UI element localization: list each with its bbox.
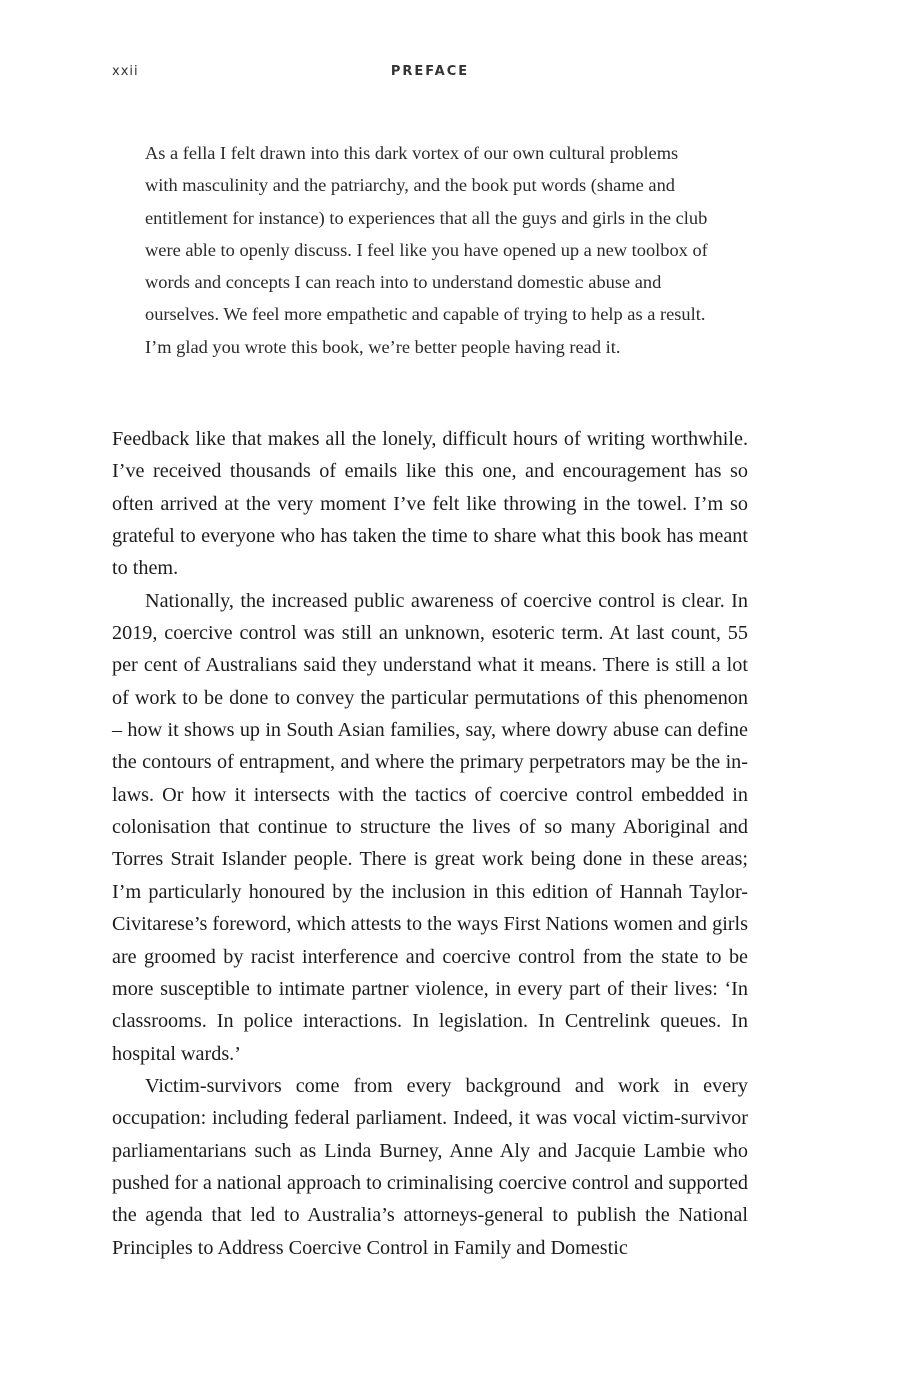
page-number: xxii: [112, 64, 139, 79]
paragraph: Victim-survivors come from every background and work in every occupation: including federal parliament. Indeed, it was vocal victim-survivor parliamentarians such as Linda Burney, Anne Aly and Jacquie Lambie who pushed for a national approach to criminalising coercive control and supported the agenda that led to Australia’s attorneys-general to publish the National Principles to Address Coercive Control in Family and Domestic: [112, 1074, 748, 1259]
block-quote: As a fella I felt drawn into this dark vortex of our own cultural problems with masculinity and the patriarchy, and the book put words (shame and entitlement for instance) to experiences that all the guys and girls in the club were able to openly discuss. I feel like you have opened up a new toolbox of words and concepts I can reach into to understand domestic abuse and ourselves. We feel more empathetic and capable of trying to help as a result. I’m glad you wrote this book, we’re better people having read it.: [145, 143, 708, 357]
page-header: [112, 64, 748, 88]
running-head: PREFACE: [390, 64, 470, 79]
paragraph: Feedback like that makes all the lonely, difficult hours of writing worthwhile. I’ve received thousands of emails like this one, and encouragement has so often arrived at the very moment I’ve felt like throwing in the towel. I’m so grateful to everyone who has taken the time to share what this book has meant to them.: [112, 428, 748, 580]
body-text: [112, 423, 748, 1264]
paragraph: Nationally, the increased public awareness of coercive control is clear. In 2019, coercive control was still an unknown, esoteric term. At last count, 55 per cent of Australians said they understand what it means. There is still a lot of work to be done to convey the particular permutations of this phenomenon – how it shows up in South Asian families, say, where dowry abuse can define the contours of entrapment, and where the primary perpetrators may be the in-laws. Or how it intersects with the tactics of coercive control embedded in colonisation that continue to structure the lives of so many Aboriginal and Torres Strait Islander people. There is great work being done in these areas; I’m particularly honoured by the inclusion in this edition of Hannah Taylor-Civitarese’s foreword, which attests to the ways First Nations women and girls are groomed by racist interference and coercive control from the state to be more susceptible to intimate partner violence, in every part of their lives: ‘In classrooms. In police interactions. In legislation. In Centrelink queues. In hospital wards.’: [112, 589, 748, 1065]
